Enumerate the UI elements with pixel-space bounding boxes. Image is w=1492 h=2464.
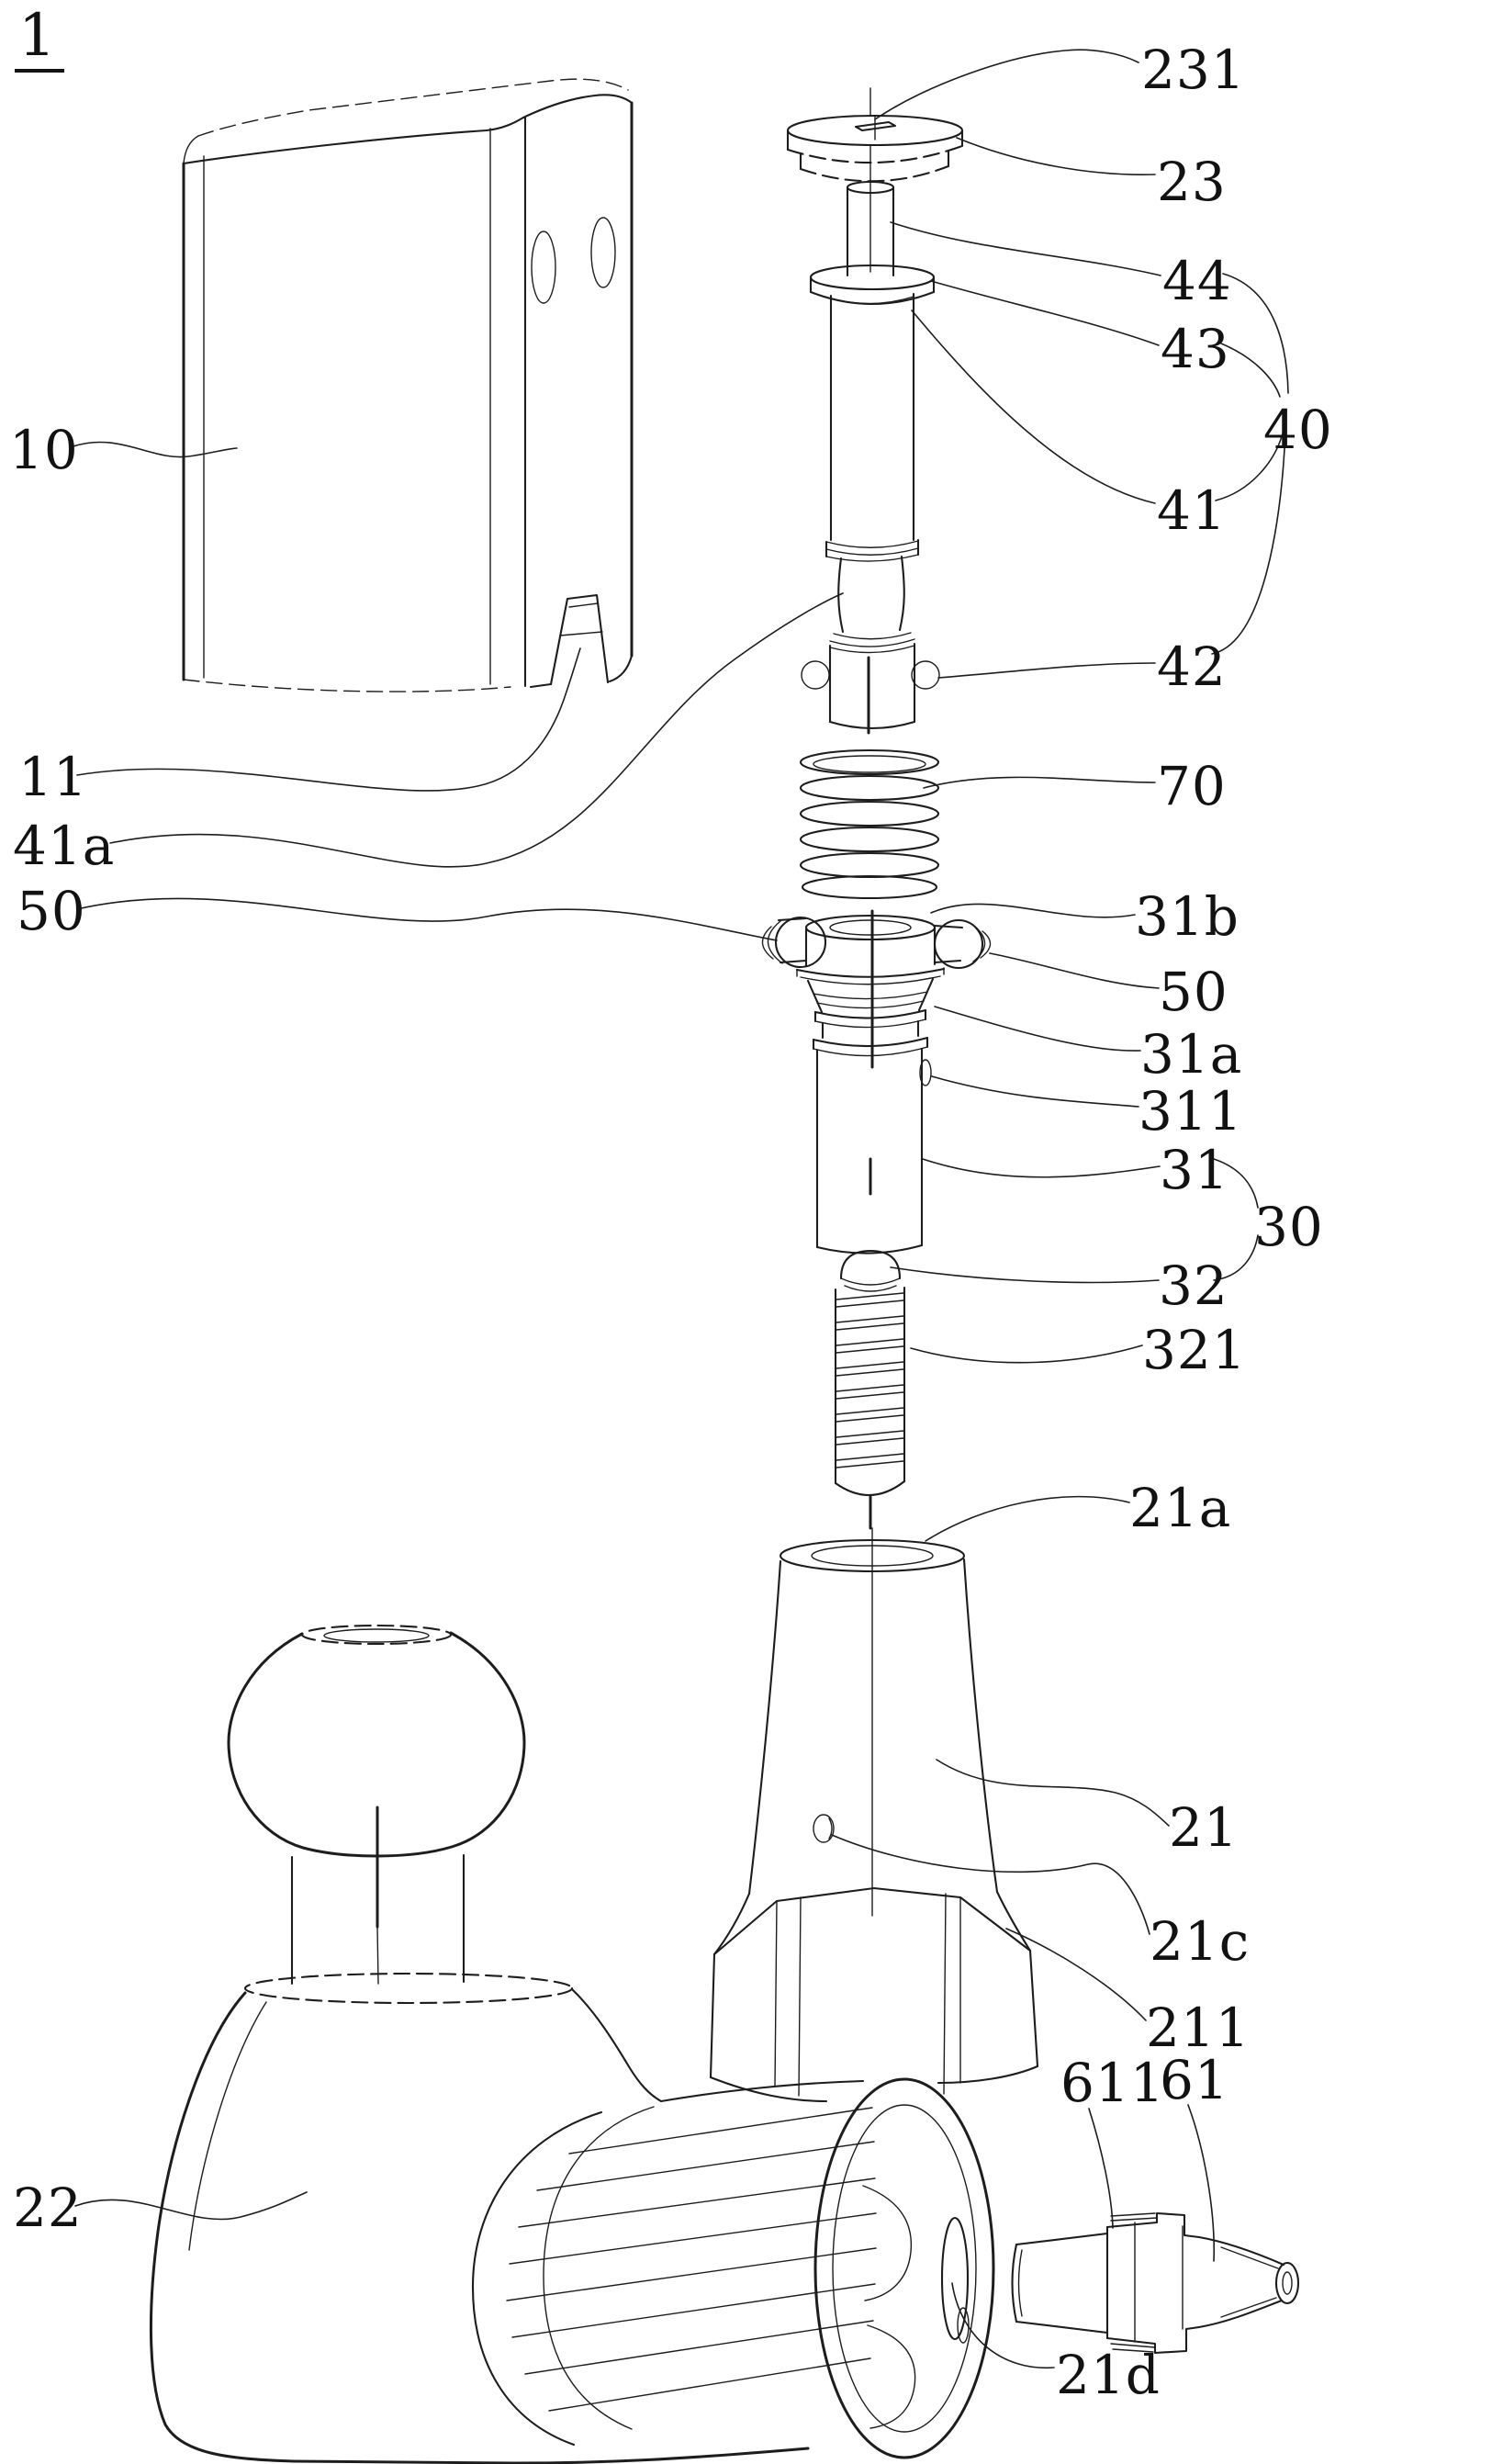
part-label-fig-1: 1 [15,6,64,73]
part-label-ref-21a: 21a [1129,1477,1232,1539]
part-label-ref-31: 31 [1160,1139,1229,1201]
part-label-ref-21: 21 [1169,1796,1239,1859]
part-label-ref-31a: 31a [1140,1023,1243,1086]
part-label-ref-70: 70 [1157,755,1227,817]
part-label-ref-44: 44 [1162,250,1232,312]
part-label-ref-30: 30 [1254,1196,1324,1258]
part-label-ref-211: 211 [1146,1997,1251,2059]
part-label-ref-311: 311 [1139,1080,1243,1142]
part-label-ref-611: 611 [1060,2052,1165,2114]
part-label-ref-31b: 31b [1135,885,1240,948]
part-label-ref-43: 43 [1161,318,1230,380]
part-label-ref-40: 40 [1263,399,1333,461]
part-label-ref-61: 61 [1160,2049,1229,2111]
part-label-ref-10: 10 [9,419,79,481]
part-label-ref-23: 23 [1157,151,1227,213]
part-label-ref-50-left: 50 [17,880,86,942]
part-label-ref-21c: 21c [1150,1910,1251,1973]
part-label-ref-42: 42 [1157,636,1227,698]
part-label-ref-321: 321 [1142,1319,1247,1381]
part-label-ref-21d: 21d [1056,2344,1161,2406]
part-label-ref-32: 32 [1159,1255,1228,1317]
part-label-ref-41a: 41a [13,815,116,877]
part-label-ref-11: 11 [18,746,88,808]
part-label-ref-50-right: 50 [1159,961,1228,1023]
part-label-ref-22: 22 [13,2177,83,2239]
part-label-ref-231: 231 [1141,39,1246,101]
part-label-ref-41: 41 [1157,479,1227,542]
